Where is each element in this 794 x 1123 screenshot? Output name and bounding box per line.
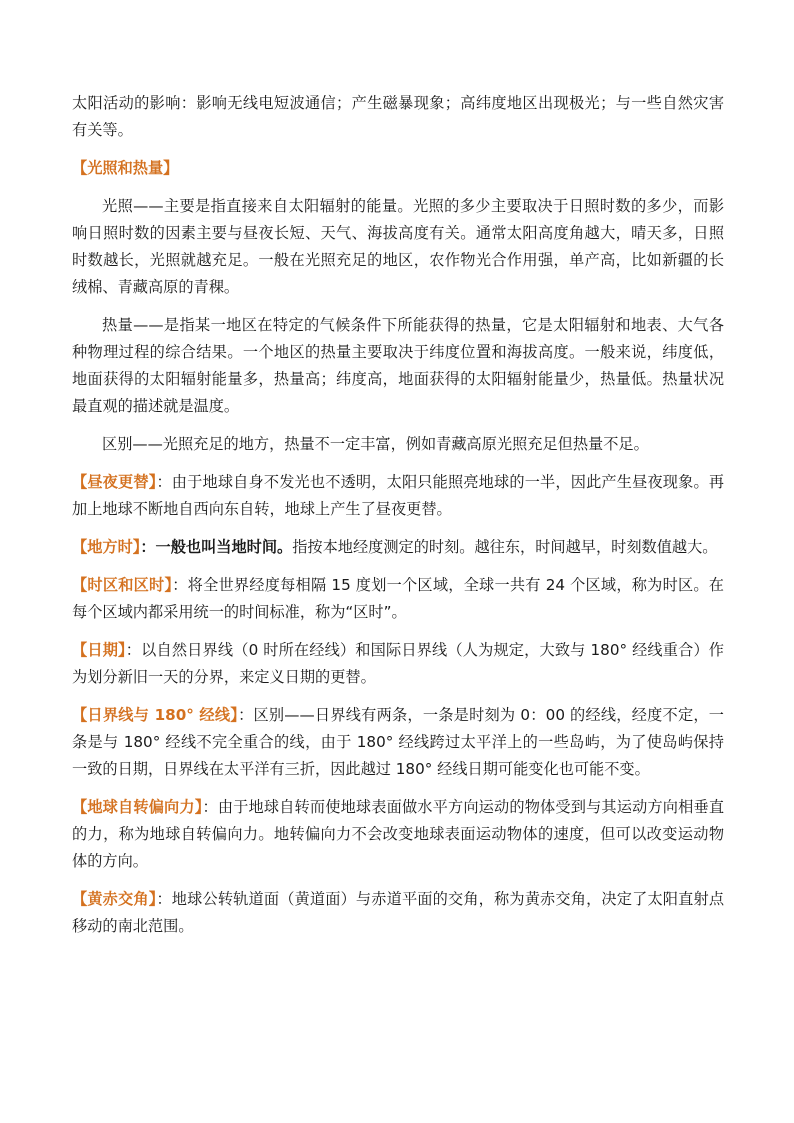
heading-local-time: 【地方时】 — [72, 538, 141, 556]
text-obliquity: ：地球公转轨道面（黄道面）与赤道平面的交角，称为黄赤交角，决定了太阳直射点移动的南北范围。 — [72, 890, 725, 935]
paragraph-light: 光照——主要是指直接来自太阳辐射的能量。光照的多少主要取决于日照时数的多少，而影响日照时数的因素主要与昼夜长短、天气、海拔高度有关。通常太阳高度角越大，晴天多，日照时数越长，光照就越充足。一般在光照充足的地区，农作物光合作用强，单产高，比如新疆的长绒棉、青藏高原的青稞。 — [72, 197, 724, 296]
paragraph-date — [72, 637, 724, 691]
paragraph-day-night — [72, 469, 724, 523]
bold-local-time: ：一般也叫当地时间。 — [140, 538, 293, 556]
paragraph-difference: 区别——光照充足的地方，热量不一定丰富，例如青藏高原光照充足但热量不足。 — [102, 435, 649, 453]
text-time-zone: ：将全世界经度每相隔 15 度划一个区域，全球一共有 24 个区域，称为时区。在每个区域内都采用统一的时间标准，称为“区时”。 — [72, 576, 724, 621]
paragraph-local-time — [72, 534, 724, 561]
intro-paragraph: 太阳活动的影响：影响无线电短波通信；产生磁暴现象；高纬度地区出现极光；与一些自然灾害有关等。 — [72, 94, 724, 139]
text-day-night: ：由于地球自身不发光也不透明，太阳只能照亮地球的一半，因此产生昼夜现象。再加上地球不断地自西向东自转，地球上产生了昼夜更替。 — [72, 473, 725, 518]
text-local-time: 指按本地经度测定的时刻。越往东，时间越早，时刻数值越大。 — [292, 538, 718, 556]
paragraph-heat: 热量——是指某一地区在特定的气候条件下所能获得的热量，它是太阳辐射和地表、大气各种物理过程的综合结果。一个地区的热量主要取决于纬度位置和海拔高度。一般来说，纬度低，地面获得的太阳辐射能量多，热量高；纬度高，地面获得的太阳辐射能量少，热量低。热量状况最直观的描述就是温度。 — [72, 316, 724, 415]
heading-date-line: 【日界线与 180° 经线】 — [72, 706, 239, 724]
paragraph-time-zone — [72, 572, 724, 626]
paragraph-obliquity — [72, 886, 724, 940]
paragraph-date-line — [72, 702, 724, 783]
text-date-line: ：区别——日界线有两条，一条是时刻为 0：00 的经线，经度不定，一条是与 180° 经线不完全重合的线，由于 180° 经线跨过太平洋上的一些岛屿，为了使岛屿保持一致的日期，日界线在太平洋有三折，因此越过 180° 经线日期可能变化也可能不变。 — [72, 706, 724, 778]
section-heading-light-heat — [72, 155, 724, 182]
text-date: ：以自然日界线（0 时所在经线）和国际日界线（人为规定，大致与 180° 经线重合）作为划分新旧一天的分界，来定义日期的更替。 — [72, 641, 724, 686]
heading-coriolis: 【地球自转偏向力】 — [72, 798, 203, 816]
text-coriolis: ：由于地球自转而使地球表面做水平方向运动的物体受到与其运动方向相垂直的力，称为地球自转偏向力。地转偏向力不会改变地球表面运动物体的速度，但可以改变运动物体的方向。 — [72, 798, 725, 870]
heading-day-night: 【昼夜更替】 — [72, 473, 157, 491]
heading-obliquity: 【黄赤交角】 — [72, 890, 157, 908]
heading-time-zone: 【时区和区时】 — [72, 576, 173, 594]
document-page — [72, 90, 724, 951]
paragraph-coriolis — [72, 794, 724, 875]
heading-light-heat: 【光照和热量】 — [72, 159, 179, 177]
heading-date: 【日期】 — [72, 641, 126, 659]
